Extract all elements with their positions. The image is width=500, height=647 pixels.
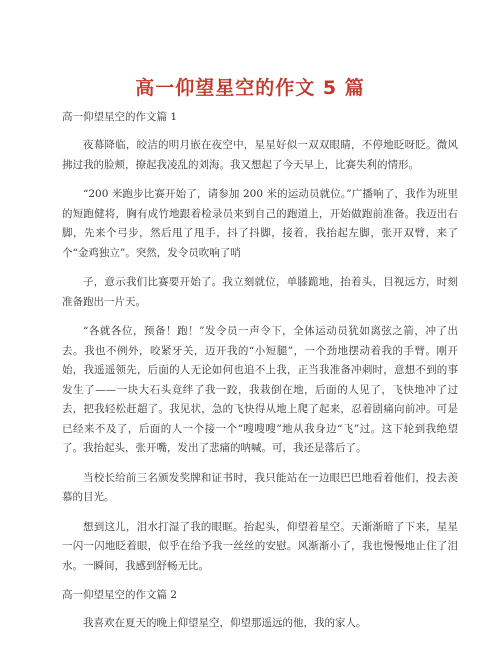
paragraph: “200 米跑步比赛开始了，请参加 200 米的运动员就位。”广播响了，我作为班里的短跑健将，胸有成竹地跟着检录员来到自己的跑道上，开始做跑前准备。我迈出右脚，先来个弓步，然后甩了甩手，抖了抖脚，接着，我抬起左脚，张开双臂，来了个“金鸡独立”。突然，发令员吹响了哨	[62, 188, 458, 259]
paragraph: 我喜欢在夏天的晚上仰望星空，仰望那遥远的他，我的家人。	[83, 617, 367, 629]
section-heading: 高一仰望星空的作文篇 2	[62, 589, 178, 601]
paragraph: 夜幕降临，皎洁的明月嵌在夜空中，星星好似一双双眼睛，不停地眨呀眨。微风拂过我的脸颊，撩起我凌乱的刘海。我又想起了今天早上，比赛失利的情形。	[62, 139, 458, 171]
paragraph: “各就各位，预备！跑！”发令员一声令下，全体运动员犹如离弦之箭，冲了出去。我也不例外，咬紧牙关，迈开我的“小短腿”，一个劲地摆动着我的手臂。刚开始，我遥遥领先，后面的人无论如何也追不上我，正当我准备冲刺时，意想不到的事发生了——一块大石头竟绊了我一跤，我栽倒在地，后面的人见了，飞快地冲了过去，把我轻松赶超了。我见状，急的飞快得从地上爬了起来，忍着剧痛向前冲。可是已经来不及了，后面的人一个接一个“嗖嗖嗖”地从我身边“飞”过。这下轮到我绝望了。我抬起头，张开嘴，发出了悲痛的呐喊。可，我还是落后了。	[62, 325, 458, 454]
document-body	[62, 108, 458, 644]
paragraph: 子，意示我们比赛要开始了。我立刻就位，单膝跪地，抬着头，目视远方，时刻准备跑出一片天。	[62, 276, 458, 308]
paragraph: 想到这儿，泪水打湿了我的眼眶。抬起头，仰望着星空。天渐渐暗了下来，星星一闪一闪地眨着眼，似乎在给予我一丝丝的安慰。风渐渐小了，我也慢慢地止住了泪水。一瞬间，我感到舒畅无比。	[62, 520, 458, 572]
section-heading: 高一仰望星空的作文篇 1	[62, 111, 178, 123]
paragraph: 当校长给前三名颁发奖牌和证书时，我只能站在一边眼巴巴地看着他们，投去羡慕的目光。	[62, 471, 458, 503]
document-title: 高一仰望星空的作文 5 篇	[135, 77, 365, 99]
